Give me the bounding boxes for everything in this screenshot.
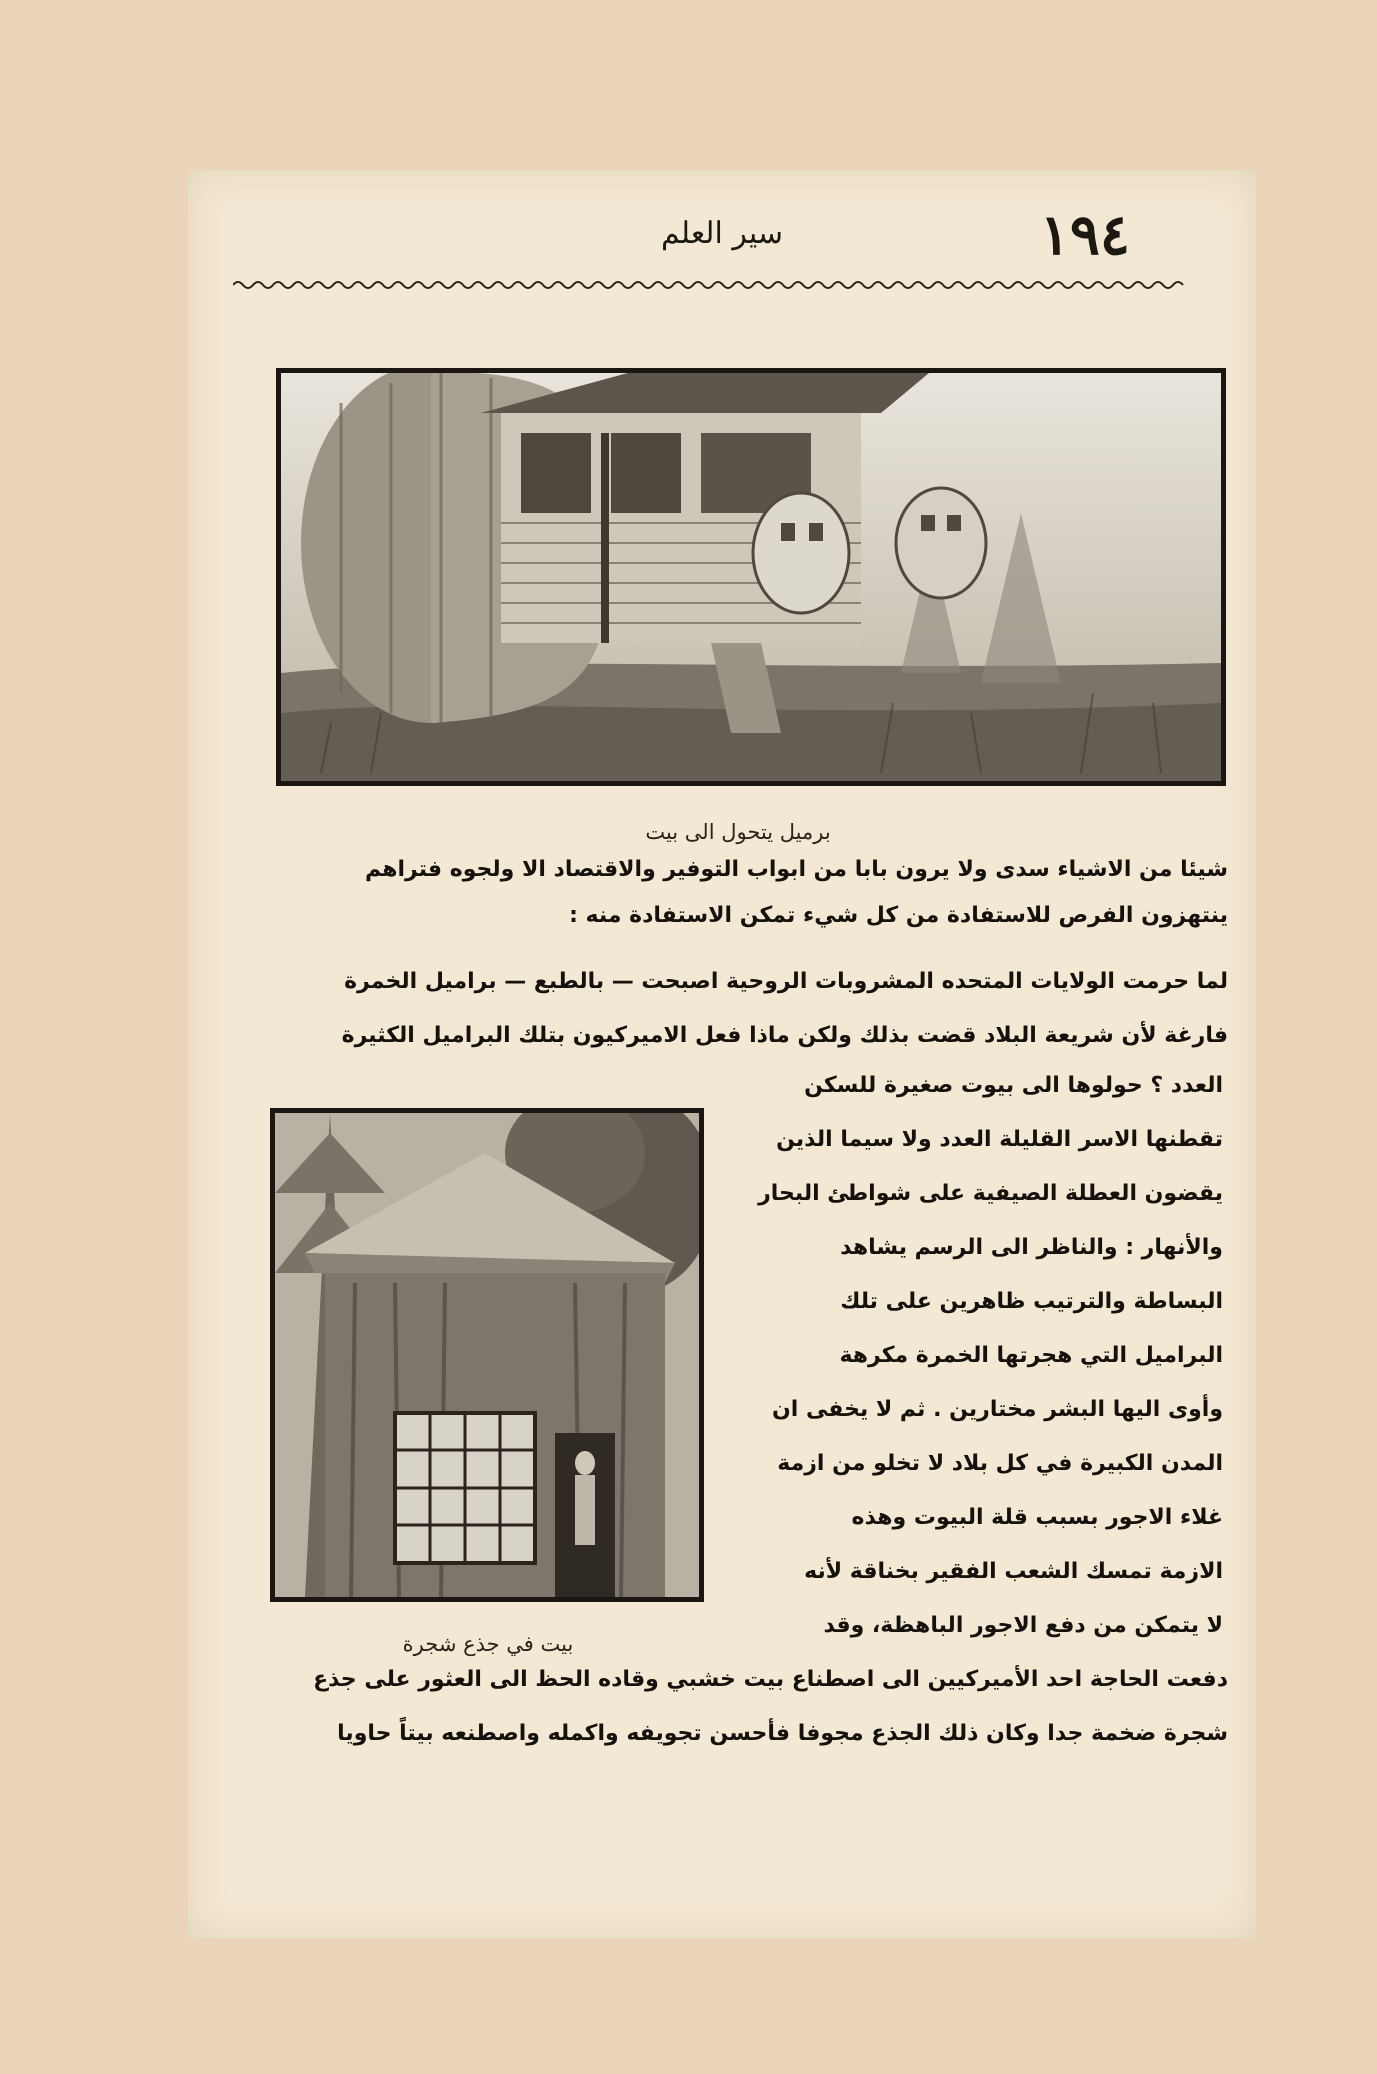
running-title: سير العلم	[660, 216, 784, 251]
body-line: المدن الكبيرة في كل بلاد لا تخلو من ازمة	[777, 1451, 1223, 1476]
body-line: ينتهزون الفرص للاستفادة من كل شيء تمكن الاستفادة منه :	[569, 903, 1228, 928]
body-line: شيئا من الاشياء سدى ولا يرون بابا من ابواب التوفير والاقتصاد الا ولجوه فتراهم	[364, 857, 1228, 882]
body-line: وأوى اليها البشر مختارين . ثم لا يخفى ان	[772, 1397, 1223, 1422]
figure-caption-tree-house: بيت في جذع شجرة	[402, 1632, 574, 1656]
body-line: العدد ؟ حولوها الى بيوت صغيرة للسكن	[804, 1073, 1223, 1098]
wavy-divider	[233, 278, 1223, 292]
body-line: البراميل التي هجرتها الخمرة مكرهة	[839, 1343, 1223, 1368]
tree-trunk-house-photo	[270, 1108, 704, 1602]
page-header	[188, 202, 1256, 272]
body-line: والأنهار : والناظر الى الرسم يشاهد	[840, 1235, 1223, 1260]
body-line: البساطة والترتيب ظاهرين على تلك	[840, 1289, 1223, 1314]
body-line: شجرة ضخمة جدا وكان ذلك الجذع مجوفا فأحسن تجويفه واكمله واصطنعه بيتاً حاويا	[337, 1721, 1228, 1746]
body-line: لا يتمكن من دفع الاجور الباهظة، وقد	[823, 1613, 1223, 1638]
body-line: الازمة تمسك الشعب الفقير بخناقة لأنه	[804, 1559, 1223, 1584]
body-line: يقضون العطلة الصيفية على شواطئ البحار	[758, 1181, 1223, 1206]
body-line: فارغة لأن شريعة البلاد قضت بذلك ولكن ماذا فعل الاميركيون بتلك البراميل الكثيرة	[341, 1023, 1228, 1048]
barrel-house-photo	[276, 368, 1226, 786]
scanned-page	[188, 170, 1256, 1938]
page-number: ١٩٤	[1039, 202, 1130, 268]
body-line: لما حرمت الولايات المتحده المشروبات الروحية اصبحت — بالطبع — براميل الخمرة	[344, 969, 1228, 994]
body-line: تقطنها الاسر القليلة العدد ولا سيما الذين	[776, 1127, 1223, 1152]
figure-caption-barrel: برميل يتحول الى بيت	[645, 820, 831, 844]
body-line: غلاء الاجور بسبب قلة البيوت وهذه	[851, 1505, 1223, 1530]
body-line: دفعت الحاجة احد الأميركيين الى اصطناع بيت خشبي وقاده الحظ الى العثور على جذع	[313, 1667, 1228, 1692]
